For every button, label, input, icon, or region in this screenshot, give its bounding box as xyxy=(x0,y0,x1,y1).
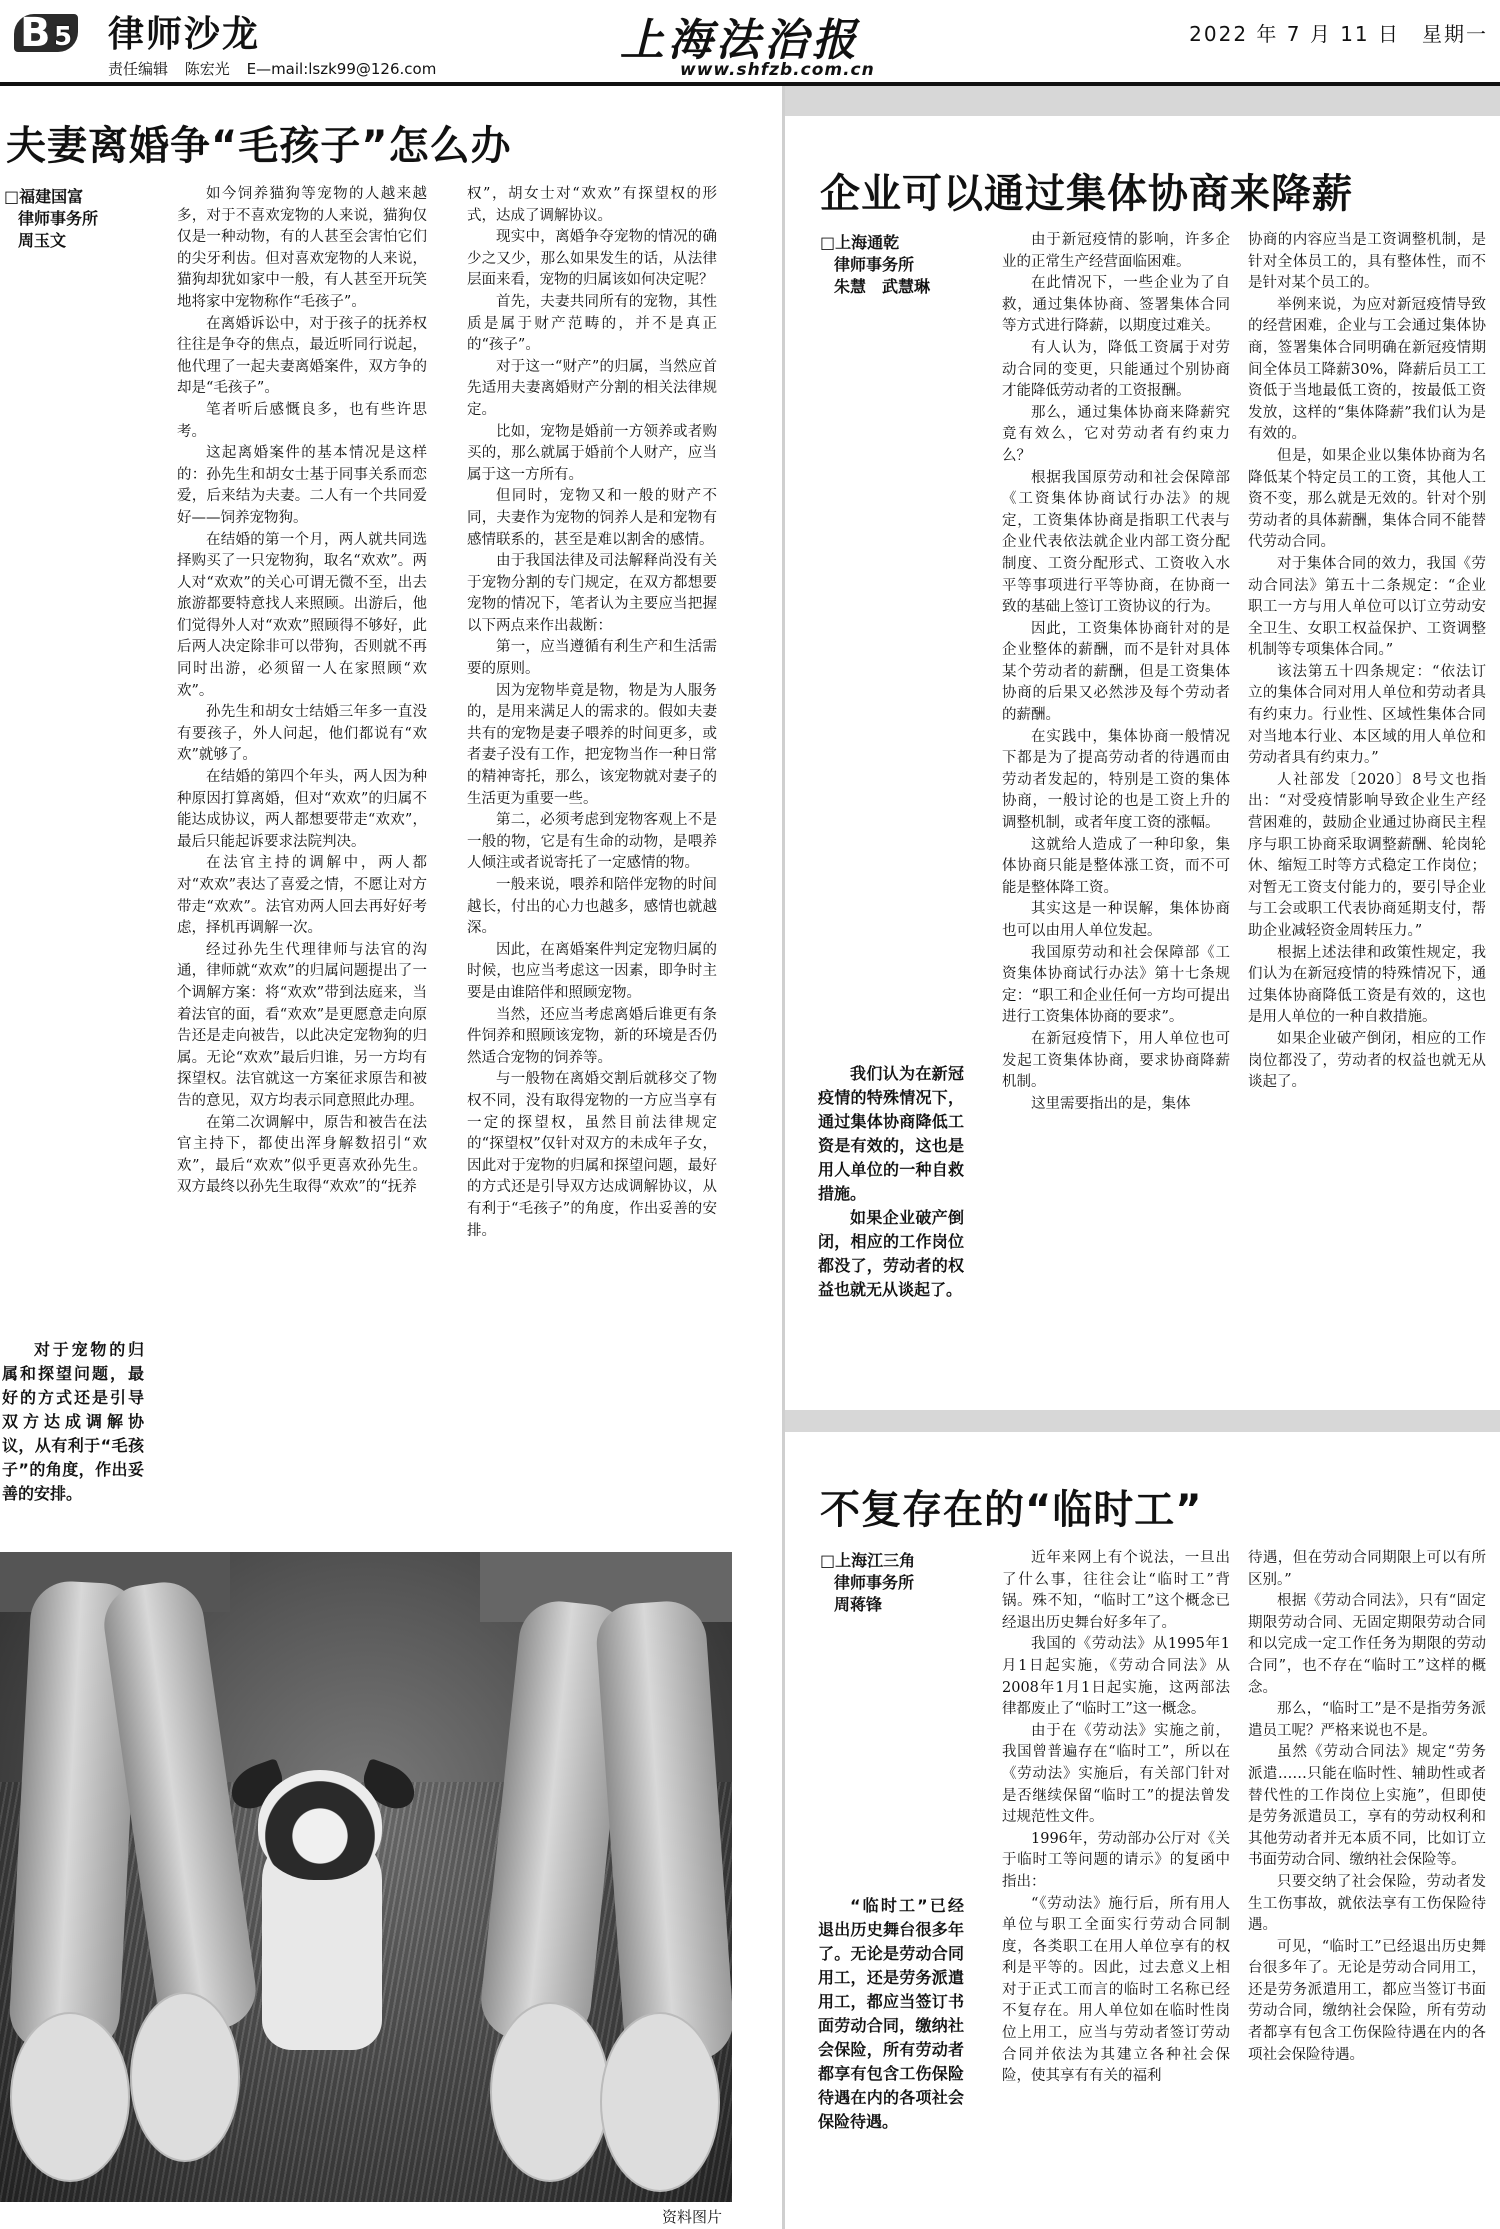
paragraph: 如果企业破产倒闭，相应的工作岗位都没了，劳动者的权益也就无从谈起了。 xyxy=(1248,1030,1486,1091)
paragraph: 因为宠物毕竟是物，物是为人服务的，是用来满足人的需求的。假如夫妻共有的宠物是妻子喂养的时间更多，或者妻子没有工作，把宠物当作一种日常的精神寄托，那么，该宠物就对妻子的生活更为重要一些。 xyxy=(467,682,717,807)
paragraph: 比如，宠物是婚前一方领养或者购买的，那么就属于婚前个人财产，应当属于这一方所有。 xyxy=(467,423,717,483)
paragraph: 一般来说，喂养和陪伴宠物的时间越长，付出的心力也越多，感情也就越深。 xyxy=(467,877,717,937)
article2-pull-quote xyxy=(818,1062,964,1302)
article1-title: 夫妻离婚争“毛孩子”怎么办 xyxy=(6,123,512,169)
article1-pull-quote xyxy=(2,1338,144,1506)
paragraph: 我国原劳动和社会保障部《工资集体协商试行办法》第十七条规定：“职工和企业任何一方均可提出进行工资集体协商的要求”。 xyxy=(1002,944,1230,1026)
paragraph: 与一般物在离婚交割后就移交了物权不同，没有取得宠物的一方应当享有一定的探望权，虽然目前法律规定的“探望权”仅针对双方的未成年子女，因此对于宠物的归属和探望问题，最好的方式还是引导双方达成调解协议，从有利于“毛孩子”的角度，作出妥善的安排。 xyxy=(467,1071,717,1239)
paragraph: 如今饲养猫狗等宠物的人越来越多，对于不喜欢宠物的人来说，猫狗仅仅是一种动物，有的人甚至会害怕它们的尖牙利齿。但对喜欢宠物的人来说，猫狗却犹如家中一般，有人甚至开玩笑地将家中宠物称作“毛孩子”。 xyxy=(177,186,427,310)
paragraph: 由于在《劳动法》实施之前，我国曾普遍存在“临时工”，所以在《劳动法》实施后，有关部门针对是否继续保留“临时工”的提法曾发过规范性文件。 xyxy=(1002,1722,1230,1826)
issue-date: 2022 年 7 月 11 日 星期一 xyxy=(1189,22,1488,46)
paragraph: 有人认为，降低工资属于对劳动合同的变更，只能通过个别协商才能降低劳动者的工资报酬。 xyxy=(1002,339,1230,400)
paragraph: 虽然《劳动合同法》规定“劳务派遣……只能在临时性、辅助性或者替代性的工作岗位上实施”，但即使是劳务派遣员工，享有的劳动权利和其他劳动者并无本质不同，比如订立书面劳动合同、缴纳社会保险等。 xyxy=(1248,1744,1486,1869)
paragraph: 在新冠疫情下，用人单位也可发起工资集体协商，要求协商降薪机制。 xyxy=(1002,1030,1230,1091)
paragraph: 但同时，宠物又和一般的财产不同，夫妻作为宠物的饲养人是和宠物有感情联系的，甚至是难以割舍的感情。 xyxy=(467,488,717,548)
paragraph: 该法第五十四条规定：“依法订立的集体合同对用人单位和劳动者具有约束力。行业性、区域性集体合同对当地本行业、本区域的用人单位和劳动者具有约束力。” xyxy=(1248,663,1486,767)
photo-dog-head xyxy=(258,1770,382,1880)
paragraph: 人社部发〔2020〕8号文也指出：“对受疫情影响导致企业生产经营困难的，鼓励企业通过协商民主程序与职工协商采取调整薪酬、轮岗轮休、缩短工时等方式稳定工作岗位；对暂无工资支付能力的，要引导企业与工会或职工代表协商延期支付，帮助企业减轻资金周转压力。” xyxy=(1248,771,1486,939)
paragraph: 在离婚诉讼中，对于孩子的抚养权往往是争夺的焦点，最近听同行说起，他代理了一起夫妻离婚案件，双方争的却是“毛孩子”。 xyxy=(177,315,427,397)
paragraph: “《劳动法》施行后，所有用人单位与职工全面实行劳动合同制度，各类职工在用人单位享有的权利是平等的。因此，过去意义上相对于正式工而言的临时工名称已经不复存在。用人单位如在临时性岗位上用工，应当与劳动者签订劳动合同并依法为其建立各种社会保险，使其享有有关的福利 xyxy=(1002,1895,1230,2085)
paragraph: 待遇，但在劳动合同期限上可以有所区别。” xyxy=(1248,1550,1486,1588)
byline-line: 律师事务所 xyxy=(834,1573,915,1592)
paragraph: 首先，夫妻共同所有的宠物，其性质是属于财产范畴的，并不是真正的“孩子”。 xyxy=(467,293,717,354)
newspaper-website: www.shfzb.com.cn xyxy=(680,60,875,80)
pull-quote-text: 如果企业破产倒闭，相应的工作岗位都没了，劳动者的权益也就无从谈起了。 xyxy=(818,1208,964,1299)
paragraph: 协商的内容应当是工资调整机制，是针对全体员工的，具有整体性，而不是针对某个员工的。 xyxy=(1248,232,1486,292)
pull-quote-text: “临时工”已经退出历史舞台很多年了。无论是劳动合同用工，还是劳务派遣用工，都应当签订书面劳动合同，缴纳社会保险，所有劳动者都享有包含工伤保险待遇在内的各项社会保险待遇。 xyxy=(818,1896,964,2131)
article2-column-2 xyxy=(1248,230,1486,1360)
paragraph: 那么，“临时工”是不是指劳务派遣员工呢？严格来说也不是。 xyxy=(1248,1701,1486,1739)
editor-name: 陈宏光 xyxy=(184,60,230,78)
right-panel-header-band xyxy=(782,86,1500,116)
article3-column-1 xyxy=(1002,1548,1230,2220)
paragraph: 由于新冠疫情的影响，许多企业的正常生产经营面临困难。 xyxy=(1002,232,1230,270)
paragraph: 第一，应当遵循有利生产和生活需要的原则。 xyxy=(467,639,717,678)
byline-line: 律师事务所 xyxy=(18,209,99,228)
dog-photo xyxy=(0,1552,732,2202)
paragraph: 经过孙先生代理律师与法官的沟通，律师就“欢欢”的归属问题提出了一个调解方案：将“欢欢”带到法庭来，当着法官的面，看“欢欢”是更愿意走向原告还是走向被告，以此决定宠物狗的归属。无论“欢欢”最后归谁，另一方均有探望权。法官就这一方案征求原告和被告的意见，双方均表示同意照此办理。 xyxy=(177,941,427,1109)
editor-label: 责任编辑 xyxy=(108,60,169,78)
page-number-tag xyxy=(14,8,100,54)
paragraph: 对于集体合同的效力，我国《劳动合同法》第五十二条规定：“企业职工一方与用人单位可以订立劳动安全卫生、女职工权益保护、工资调整机制等专项集体合同。” xyxy=(1248,555,1486,659)
pull-quote-text: 我们认为在新冠疫情的特殊情况下，通过集体协商降低工资是有效的，这也是用人单位的一种自救措施。 xyxy=(818,1064,964,1203)
article2-title: 企业可以通过集体协商来降薪 xyxy=(820,171,1353,217)
paragraph: 但是，如果企业以集体协商为名降低某个特定员工的工资，其他人工资不变，那么就是无效的。针对个别劳动者的具体薪酬，集体合同不能替代劳动合同。 xyxy=(1248,447,1486,551)
photo-shoe xyxy=(130,1992,240,2162)
paragraph: 那么，通过集体协商来降薪究竟有效么，它对劳动者有约束力么？ xyxy=(1002,404,1230,464)
section-name: 律师沙龙 xyxy=(108,14,261,55)
paragraph: 因此，在离婚案件判定宠物归属的时候，也应当考虑这一因素，即争时主要是由谁陪伴和照顾宠物。 xyxy=(467,941,717,1001)
paragraph: 这里需要指出的是，集体 xyxy=(1031,1095,1191,1112)
byline-line: 律师事务所 xyxy=(834,255,915,274)
photo-credit: 资料图片 xyxy=(662,2208,723,2226)
article1-column-2 xyxy=(467,184,717,1456)
paragraph: 在实践中，集体协商一般情况下都是为了提高劳动者的待遇而由劳动者发起的，特别是工资的集体协商，一般讨论的也是工资上升的调整机制，或者年度工资的涨幅。 xyxy=(1002,728,1230,832)
paragraph: 在结婚的第四个年头，两人因为种种原因打算离婚，但对“欢欢”的归属不能达成协议，两人都想要带走“欢欢”，最后只能起诉要求法院判决。 xyxy=(177,769,427,850)
paragraph: 在第二次调解中，原告和被告在法官主持下，都使出浑身解数招引“欢欢”，最后“欢欢”似乎更喜欢孙先生。双方最终以孙先生取得“欢欢”的“抚养 xyxy=(177,1114,427,1196)
article3-column-2 xyxy=(1248,1548,1486,2220)
paragraph: 当然，还应当考虑离婚后谁更有条件饲养和照顾该宠物，新的环境是否仍然适合宠物的饲养等。 xyxy=(467,1006,717,1066)
paragraph: 举例来说，为应对新冠疫情导致的经营困难，企业与工会通过集体协商，签署集体合同明确在新冠疫情期间全体员工降薪30%，降薪后员工工资低于当地最低工资的，按最低工资发放，这样的“集体降薪”我们认为是有效的。 xyxy=(1248,296,1486,443)
page-number: 5 xyxy=(54,22,73,52)
byline-author: 周蒋锋 xyxy=(834,1595,883,1614)
article3-title: 不复存在的“临时工” xyxy=(820,1487,1203,1533)
byline-line: □上海通乾 xyxy=(820,233,900,252)
photo-shoe xyxy=(10,2012,130,2182)
paragraph: 权”，胡女士对“欢欢”有探望权的形式，达成了调解协议。 xyxy=(467,186,717,224)
paragraph: 因此，工资集体协商针对的是企业整体的薪酬，而不是针对具体某个劳动者的薪酬，但是工资集体协商的后果又必然涉及每个劳动者的薪酬。 xyxy=(1002,620,1230,724)
paragraph: 笔者听后感慨良多，也有些许思考。 xyxy=(177,401,427,440)
newspaper-logo: 上海法治报 xyxy=(620,15,860,66)
paragraph: 孙先生和胡女士结婚三年多一直没有要孩子，外人问起，他们都说有“欢欢”就够了。 xyxy=(177,704,427,764)
paragraph: 由于我国法律及司法解释尚没有关于宠物分割的专门规定，在双方都想要宠物的情况下，笔者认为主要应当把握以下两点来作出裁断： xyxy=(467,553,717,634)
paragraph: 对于这一“财产”的归属，当然应首先适用夫妻离婚财产分割的相关法律规定。 xyxy=(467,358,717,418)
right-panel-border xyxy=(782,86,785,2229)
paragraph: 在此情况下，一些企业为了自救，通过集体协商、签署集体合同等方式进行降薪，以期度过难关。 xyxy=(1002,275,1230,335)
paragraph: 第二，必须考虑到宠物客观上不是一般的物，它是有生命的动物，是喂养人倾注或者说寄托了一定感情的物。 xyxy=(467,812,717,872)
paragraph: 根据上述法律和政策性规定，我们认为在新冠疫情的特殊情况下，通过集体协商降低工资是有效的，这也是用人单位的一种自救措施。 xyxy=(1248,944,1486,1026)
photo-shoe xyxy=(600,2012,720,2192)
paragraph: 可见，“临时工”已经退出历史舞台很多年了。无论是劳动合同用工，还是劳务派遣用工，都应当签订书面劳动合同，缴纳社会保险，所有劳动者都享有包含工伤保险待遇在内的各项社会保险待遇。 xyxy=(1248,1938,1486,2063)
paragraph: 只要交纳了社会保险，劳动者发生工伤事故，就依法享有工伤保险待遇。 xyxy=(1248,1873,1486,1934)
paragraph: 这就给人造成了一种印象，集体协商只能是整体涨工资，而不可能是整体降工资。 xyxy=(1002,836,1230,896)
right-panel-divider-band xyxy=(782,1410,1500,1432)
byline-author: 朱慧 武慧琳 xyxy=(834,277,931,296)
pull-quote-text: 对于宠物的归属和探望问题，最好的方式还是引导双方达成调解协议，从有利于“毛孩子”的角度，作出妥善的安排。 xyxy=(2,1340,144,1503)
paragraph: 我国的《劳动法》从1995年1月1日起实施，《劳动合同法》从2008年1月1日起实施，这两部法律都废止了“临时工”这一概念。 xyxy=(1002,1636,1230,1718)
paragraph: 这起离婚案件的基本情况是这样的：孙先生和胡女士基于同事关系而恋爱，后来结为夫妻。二人有一个共同爱好——饲养宠物狗。 xyxy=(177,445,427,526)
byline-line: □上海江三角 xyxy=(820,1551,916,1570)
article2-column-1 xyxy=(1002,230,1230,1360)
article3-pull-quote xyxy=(818,1894,964,2134)
page-letter: B xyxy=(20,10,53,56)
editor-email: E—mail:lszk99@126.com xyxy=(246,60,437,78)
paragraph: 其实这是一种误解，集体协商也可以由用人单位发起。 xyxy=(1002,901,1230,939)
paragraph: 在法官主持的调解中，两人都对“欢欢”表达了喜爱之情，不愿让对方带走“欢欢”。法官劝两人回去再好好考虑，择机再调解一次。 xyxy=(177,855,427,937)
byline-line: □福建国富 xyxy=(4,187,84,206)
article2-byline xyxy=(820,232,980,298)
article3-byline xyxy=(820,1550,980,1616)
article1-column-1 xyxy=(177,184,427,1456)
paragraph: 1996年，劳动部办公厅对《关于临时工等问题的请示》的复函中指出： xyxy=(1002,1830,1230,1890)
byline-author: 周玉文 xyxy=(18,231,67,250)
paragraph: 近年来网上有个说法，一旦出了什么事，往往会让“临时工”背锅。殊不知，“临时工”这个概念已经退出历史舞台好多年了。 xyxy=(1002,1550,1230,1631)
article1-byline xyxy=(4,186,144,252)
photo-shoe xyxy=(490,2002,610,2182)
paragraph: 现实中，离婚争夺宠物的情况的确少之又少，那么如果发生的话，从法律层面来看，宠物的归属该如何决定呢？ xyxy=(467,229,717,289)
paragraph: 根据《劳动合同法》，只有“固定期限劳动合同、无固定期限劳动合同和以完成一定工作任务为期限的劳动合同”，也不存在“临时工”这样的概念。 xyxy=(1248,1593,1486,1696)
paragraph: 根据我国原劳动和社会保障部《工资集体协商试行办法》的规定，工资集体协商是指职工代表与企业代表依法就企业内部工资分配制度、工资分配形式、工资收入水平等事项进行平等协商，在协商一致的基础上签订工资协议的行为。 xyxy=(1002,469,1230,616)
editor-line xyxy=(108,58,448,79)
paragraph: 在结婚的第一个月，两人就共同选择购买了一只宠物狗，取名“欢欢”。两人对“欢欢”的关心可谓无微不至，出去旅游都要特意找人来照顾。出游后，他们觉得外人对“欢欢”照顾得不够好，此后两人决定除非可以带狗，否则就不再同时出游，必须留一人在家照顾“欢欢”。 xyxy=(177,531,427,699)
